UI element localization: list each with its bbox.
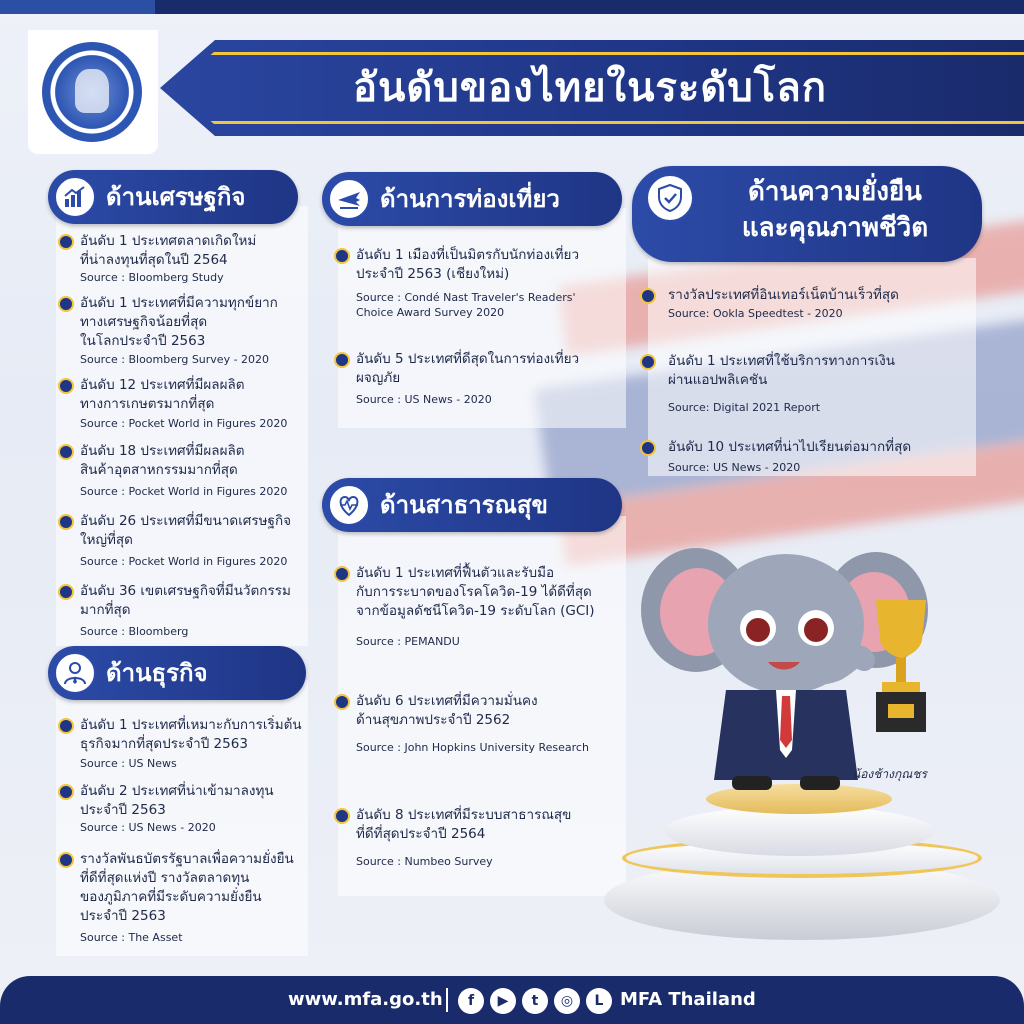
item-source: Source : US News - 2020 xyxy=(356,393,492,406)
list-item xyxy=(640,438,970,478)
economy-header-label: ด้านเศรษฐกิจ xyxy=(106,183,246,211)
business-header xyxy=(48,646,306,700)
item-source: Source: Digital 2021 Report xyxy=(668,401,821,414)
bullet-icon xyxy=(640,288,656,304)
bullet-icon xyxy=(334,694,350,710)
list-item xyxy=(58,782,308,838)
bullet-icon xyxy=(640,354,656,370)
list-item xyxy=(58,232,308,288)
item-text: อันดับ 2 ประเทศที่น่าเข้ามาลงทุน ประจำปี 2563 xyxy=(80,783,274,818)
facebook-icon[interactable]: f xyxy=(458,988,484,1014)
bullet-icon xyxy=(640,440,656,456)
list-item xyxy=(640,286,970,326)
top-accent-left xyxy=(0,0,155,14)
bullet-icon xyxy=(334,352,350,368)
item-text: อันดับ 1 ประเทศที่ฟื้นตัวและรับมือ กับการระบาดของโรคโควิด-19 ได้ดีที่สุด จากข้อมูลดัชนีโควิด-19 ระดับโลก (GCI) xyxy=(356,565,595,619)
chart-growth-icon xyxy=(54,176,96,218)
businessman-icon xyxy=(54,652,96,694)
item-text: อันดับ 12 ประเทศที่มีผลผลิต ทางการเกษตรมากที่สุด xyxy=(80,377,245,412)
item-text: อันดับ 1 ประเทศที่มีความทุกข์ยาก ทางเศรษฐกิจน้อยที่สุด ในโลกประจำปี 2563 xyxy=(80,295,278,349)
mascot-left-pupil xyxy=(746,618,770,642)
tourism-header-label: ด้านการท่องเที่ยว xyxy=(380,185,560,213)
mascot-right-shoe xyxy=(800,776,840,790)
item-text: อันดับ 10 ประเทศที่น่าไปเรียนต่อมากที่สุด xyxy=(668,439,912,455)
trophy-plate xyxy=(882,682,920,692)
item-source: Source: US News - 2020 xyxy=(668,461,801,474)
item-source: Source: Ookla Speedtest - 2020 xyxy=(668,307,843,320)
item-source: Source : The Asset xyxy=(80,931,183,944)
item-text: รางวัลประเทศที่อินเทอร์เน็ตบ้านเร็วที่สุด xyxy=(668,287,899,303)
elephant-mascot-illustration xyxy=(636,540,966,800)
ministry-logo-box xyxy=(28,30,158,154)
mascot-signature: น้องช้างกุณชร xyxy=(852,767,927,781)
heartbeat-icon xyxy=(328,484,370,526)
item-source: Source : US News - 2020 xyxy=(80,821,216,834)
item-source: Source : Condé Nast Traveler's Readers' Choice Award Survey 2020 xyxy=(356,291,576,319)
health-header xyxy=(322,478,622,532)
list-item xyxy=(58,294,308,370)
item-source: Source : Pocket World in Figures 2020 xyxy=(80,417,288,430)
bullet-icon xyxy=(58,514,74,530)
page-title: อันดับของไทยในระดับโลก xyxy=(353,65,827,111)
tourism-header xyxy=(322,172,622,226)
mascot-left-shoe xyxy=(732,776,772,790)
trophy-stem xyxy=(896,658,906,682)
item-text: อันดับ 1 ประเทศตลาดเกิดใหม่ ที่น่าลงทุนที่สุดในปี 2564 xyxy=(80,233,257,268)
mascot-right-pupil xyxy=(804,618,828,642)
item-source: Source : Pocket World in Figures 2020 xyxy=(80,555,288,568)
item-text: อันดับ 1 เมืองที่เป็นมิตรกับนักท่องเที่ยว ประจำปี 2563 (เชียงใหม่) xyxy=(356,247,580,282)
item-text: อันดับ 1 ประเทศที่ใช้บริการทางการเงิน ผ่านแอปพลิเคชัน xyxy=(668,353,895,388)
bullet-icon xyxy=(58,852,74,868)
bullet-icon xyxy=(58,296,74,312)
list-item xyxy=(58,376,308,432)
mascot-tie xyxy=(780,696,792,748)
footer-account-name[interactable]: MFA Thailand xyxy=(620,989,756,1010)
list-item xyxy=(58,442,308,498)
trophy-label-plate xyxy=(888,704,914,718)
bullet-icon xyxy=(58,718,74,734)
list-item xyxy=(334,350,626,406)
youtube-icon[interactable]: ▶ xyxy=(490,988,516,1014)
item-source: Source : Pocket World in Figures 2020 xyxy=(80,485,288,498)
twitter-icon[interactable]: t xyxy=(522,988,548,1014)
list-item xyxy=(58,716,308,772)
item-source: Source : PEMANDU xyxy=(356,635,460,648)
list-item xyxy=(334,564,626,650)
item-text: อันดับ 18 ประเทศที่มีผลผลิต สินค้าอุตสาหกรรมมากที่สุด xyxy=(80,443,245,478)
item-text: อันดับ 1 ประเทศที่เหมาะกับการเริ่มต้น ธุรกิจมากที่สุดประจำปี 2563 xyxy=(80,717,302,752)
list-item xyxy=(334,806,626,866)
item-source: Source : Bloomberg Survey - 2020 xyxy=(80,353,270,366)
item-text: อันดับ 8 ประเทศที่มีระบบสาธารณสุข ที่ดีที่สุดประจำปี 2564 xyxy=(356,807,572,842)
website-link[interactable]: www.mfa.go.th xyxy=(288,989,443,1010)
shield-check-icon xyxy=(646,174,694,222)
sustainability-header-label: ด้านความยั่งยืน และคุณภาพชีวิต xyxy=(741,177,929,243)
business-header-label: ด้านธุรกิจ xyxy=(106,659,208,687)
bullet-icon xyxy=(334,566,350,582)
bullet-icon xyxy=(58,444,74,460)
bullet-icon xyxy=(58,584,74,600)
footer-divider xyxy=(446,988,448,1012)
bullet-icon xyxy=(58,784,74,800)
line-icon[interactable]: L xyxy=(586,988,612,1014)
economy-header xyxy=(48,170,298,224)
airplane-icon xyxy=(328,178,370,220)
list-item xyxy=(640,352,970,416)
sustainability-header xyxy=(632,166,982,262)
list-item xyxy=(58,512,308,568)
bullet-icon xyxy=(58,378,74,394)
item-text: รางวัลพันธบัตรรัฐบาลเพื่อความยั่งยืน ที่ดีที่สุดแห่งปี รางวัลตลาดทุน ของภูมิภาคที่มีระดับความยั่งยืน ประจำปี 2563 xyxy=(80,851,294,924)
list-item xyxy=(334,246,626,326)
bullet-icon xyxy=(334,248,350,264)
item-text: อันดับ 36 เขตเศรษฐกิจที่มีนวัตกรรม มากที่สุด xyxy=(80,583,291,618)
item-source: Source : Numbeo Survey xyxy=(356,855,493,868)
list-item xyxy=(58,850,308,948)
top-accent-bar xyxy=(155,0,1024,14)
item-source: Source : Bloomberg xyxy=(80,625,189,638)
item-source: Source : Bloomberg Study xyxy=(80,271,224,284)
item-source: Source : John Hopkins University Research xyxy=(356,741,589,754)
item-text: อันดับ 26 ประเทศที่มีขนาดเศรษฐกิจ ใหญ่ที่สุด xyxy=(80,513,292,548)
item-source: Source : US News xyxy=(80,757,177,770)
item-text: อันดับ 5 ประเทศที่ดีสุดในการท่องเที่ยว ผจญภัย xyxy=(356,351,580,386)
item-text: อันดับ 6 ประเทศที่มีความมั่นคง ด้านสุขภาพประจำปี 2562 xyxy=(356,693,538,728)
bullet-icon xyxy=(58,234,74,250)
list-item xyxy=(334,692,626,752)
list-item xyxy=(58,582,308,638)
bullet-icon xyxy=(334,808,350,824)
health-header-label: ด้านสาธารณสุข xyxy=(380,491,548,519)
instagram-icon[interactable]: ◎ xyxy=(554,988,580,1014)
ministry-seal-logo xyxy=(42,42,142,142)
